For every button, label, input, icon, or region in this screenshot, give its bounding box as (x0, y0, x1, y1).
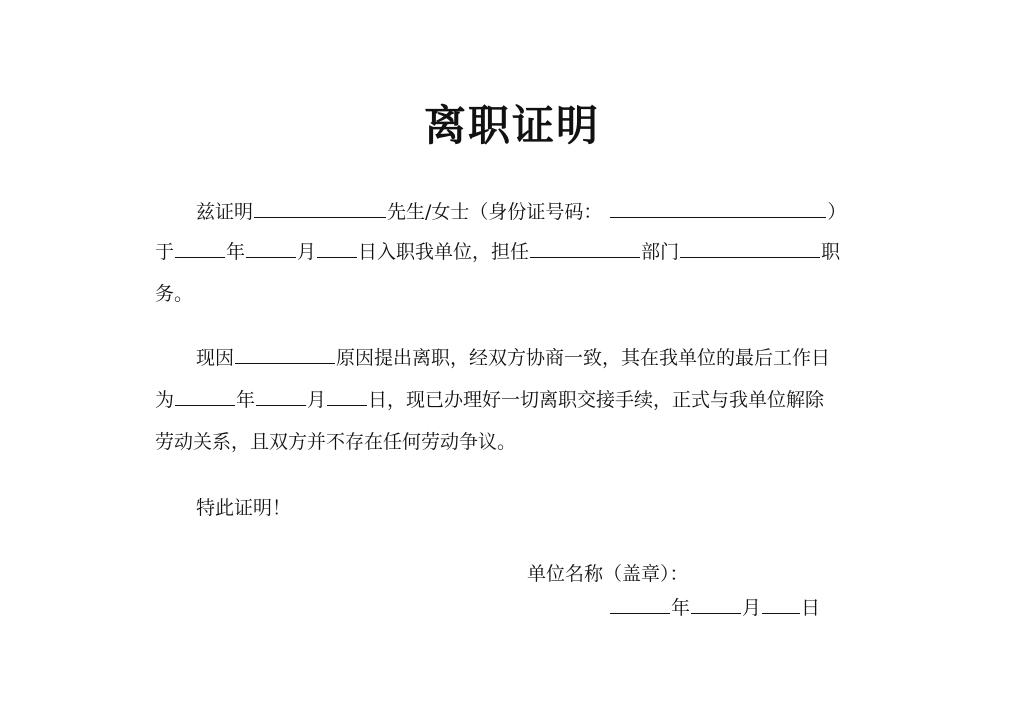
para2-line1 (196, 342, 830, 374)
para1-line3: 务。 (155, 283, 194, 305)
sign-month-blank[interactable] (691, 593, 741, 614)
text-yu: 于 (155, 241, 175, 263)
text-certify: 兹证明 (196, 201, 254, 223)
text-month: 月 (742, 597, 762, 619)
position-blank[interactable] (680, 237, 820, 258)
text-handover: 日，现已办理好一切离职交接手续，正式与我单位解除 (368, 389, 825, 411)
unit-name-label: 单位名称（盖章）： (527, 563, 689, 585)
last-month-blank[interactable] (256, 385, 306, 406)
entry-year-blank[interactable] (175, 237, 225, 258)
para2-line2 (155, 384, 824, 416)
text-zhi: 职 (821, 241, 841, 263)
document-title: 离职证明 (423, 101, 600, 150)
sign-year-blank[interactable] (610, 593, 670, 614)
text-department: 部门 (641, 241, 680, 263)
text-month: 月 (307, 389, 327, 411)
text-wei: 为 (155, 389, 175, 411)
para1-line2 (155, 236, 840, 268)
entry-month-blank[interactable] (246, 237, 296, 258)
text-year: 年 (236, 389, 256, 411)
para1-line1 (196, 196, 846, 228)
department-blank[interactable] (530, 237, 640, 258)
para2-line3: 劳动关系，且双方并不存在任何劳动争议。 (155, 431, 517, 453)
text-month: 月 (297, 241, 317, 263)
last-year-blank[interactable] (175, 385, 235, 406)
text-xianyin: 现因 (196, 347, 235, 369)
text-year: 年 (671, 597, 691, 619)
text-day: 日 (801, 597, 821, 619)
last-day-blank[interactable] (327, 385, 367, 406)
text-entry-position: 日入职我单位，担任 (358, 241, 530, 263)
entry-day-blank[interactable] (317, 237, 357, 258)
text-close-paren: ） (827, 201, 847, 223)
id-number-blank[interactable] (610, 197, 826, 218)
signature-date (609, 592, 820, 624)
text-year: 年 (226, 241, 246, 263)
name-blank[interactable] (254, 197, 386, 218)
para3-certify: 特此证明！ (196, 497, 292, 519)
sign-day-blank[interactable] (762, 593, 800, 614)
text-gender-id: 先生/女士（身份证号码： (387, 201, 603, 223)
text-reason-resign: 原因提出离职，经双方协商一致，其在我单位的最后工作日 (336, 347, 831, 369)
reason-blank[interactable] (235, 343, 335, 364)
